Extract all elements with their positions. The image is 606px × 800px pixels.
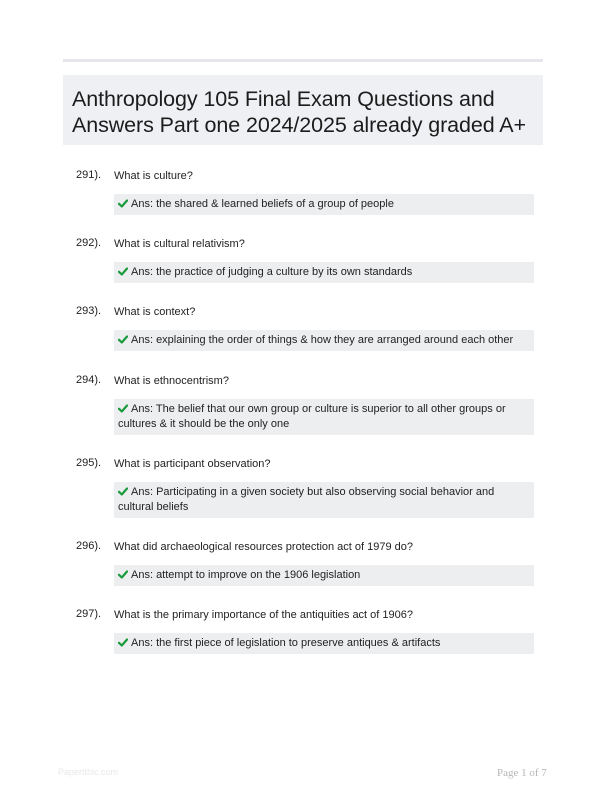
check-icon [118,199,128,208]
question-number: 296). [76,540,102,552]
answer-text: Ans: explaining the order of things & how they are arranged around each other [131,334,514,346]
answer-box [114,482,534,518]
document-title: Anthropology 105 Final Exam Questions and Answers Part one 2024/2025 already graded A+ [72,87,526,137]
answer-text: Ans: the first piece of legislation to preserve antiques & artifacts [131,637,441,649]
footer-watermark: Paperttbic.com [58,767,119,777]
title-box [63,75,543,145]
top-divider [63,59,543,62]
answer-text: Ans: the shared & learned beliefs of a group of people [131,198,394,210]
question-number: 291). [76,169,102,181]
page-number: Page 1 of 7 [497,767,547,779]
check-icon [118,570,128,579]
question-text: What is culture? [114,170,193,182]
answer-text: Ans: Participating in a given society but also observing social behavior and cultural beliefs [118,486,495,513]
check-icon [118,487,128,496]
question-text: What is the primary importance of the antiquities act of 1906? [114,609,413,621]
answer-box [114,194,534,215]
question-text: What did archaeological resources protection act of 1979 do? [114,541,414,553]
question-number: 292). [76,237,102,249]
question-number: 295). [76,457,102,469]
answer-text: Ans: the practice of judging a culture by its own standards [131,266,413,278]
question-text: What is cultural relativism? [114,238,245,250]
answer-text: Ans: attempt to improve on the 1906 legislation [131,569,361,581]
answer-box [114,262,534,283]
answer-box [114,565,534,586]
check-icon [118,335,128,344]
question-text: What is ethnocentrism? [114,375,229,387]
question-text: What is participant observation? [114,458,271,470]
answer-box [114,330,534,351]
question-text: What is context? [114,306,196,318]
check-icon [118,267,128,276]
answer-box [114,633,534,654]
question-number: 293). [76,305,102,317]
question-number: 294). [76,374,102,386]
check-icon [118,404,128,413]
question-number: 297). [76,608,102,620]
check-icon [118,638,128,647]
answer-text: Ans: The belief that our own group or culture is superior to all other groups or cultures & it should be the only one [118,403,506,430]
answer-box [114,399,534,435]
